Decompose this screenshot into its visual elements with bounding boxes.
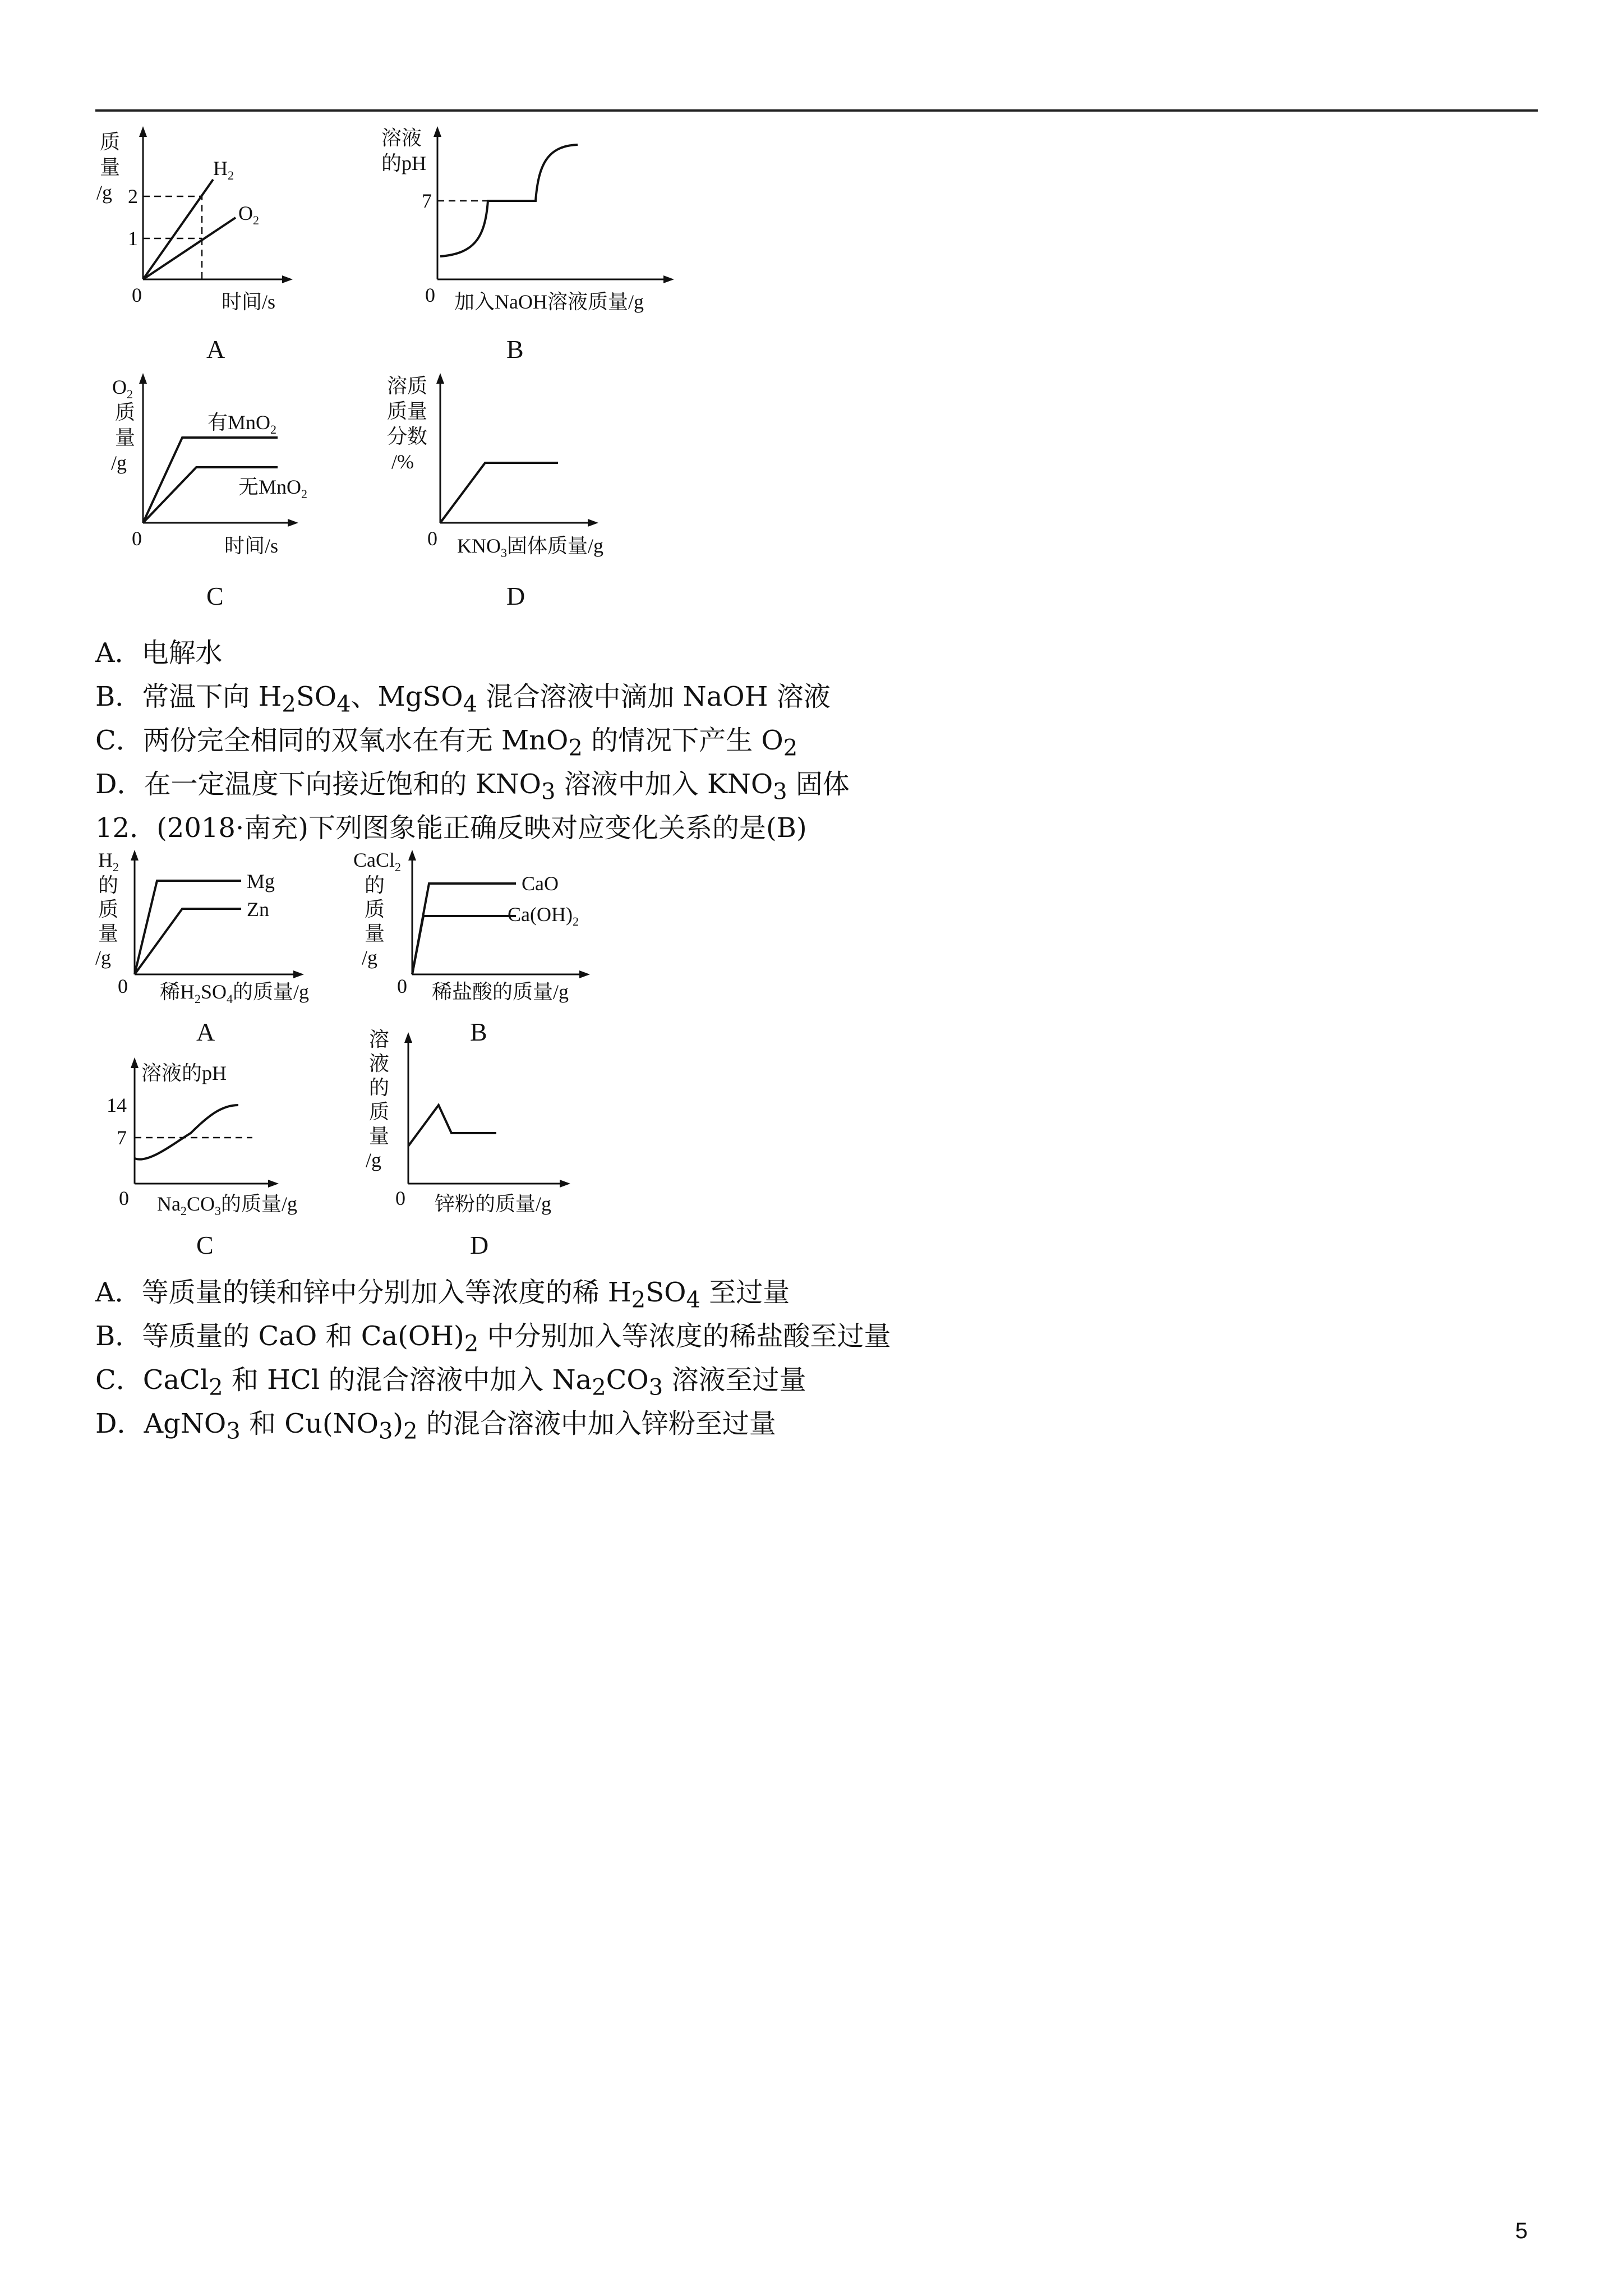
y-label-3: 质 <box>98 898 119 921</box>
zn-line <box>135 909 241 974</box>
q11-option-c: C．两份完全相同的双氧水在有无 MnO$_2$ 的情况下产生 $O_2$ <box>95 725 798 761</box>
y-label-1: 溶质 <box>387 375 428 397</box>
q11-option-b: B．常温下向 $H_2SO_4$、MgSO$_4$ 混合溶液中滴加 NaOH 溶液 <box>95 681 831 717</box>
series-h2-label: $H_2$ <box>213 157 234 182</box>
figure-11-d <box>376 370 656 617</box>
tick-1: 1 <box>128 227 138 250</box>
figure-11-c <box>84 370 331 617</box>
y-label-5: 量 <box>369 1125 390 1147</box>
header-rule <box>95 109 1538 112</box>
figure-11-b <box>376 123 690 370</box>
x-label: 时间/s <box>222 291 276 313</box>
y-label-3: 量 <box>115 426 136 449</box>
y-label-1: CaCl$_2$ <box>353 849 402 874</box>
y-label-2: 的pH <box>381 152 426 174</box>
y-label-2: 的 <box>365 874 385 896</box>
origin-label: 0 <box>132 284 142 306</box>
figure-caption: D <box>506 582 525 610</box>
series-zn-label: Zn <box>247 898 269 921</box>
tick-7: 7 <box>422 190 432 212</box>
y-label-4: /% <box>391 450 414 473</box>
figure-12-d <box>348 1029 617 1262</box>
x-label: $KNO_3$固体质量/g <box>457 535 604 560</box>
origin-label: 0 <box>132 527 142 550</box>
series-caoh2-label: $Ca(OH)_2$ <box>508 903 579 928</box>
series-o2-label: $O_2$ <box>238 202 259 227</box>
cao-line <box>412 884 516 974</box>
y-label-3: 分数 <box>387 425 428 448</box>
q12-stem: 12．(2018·南充)下列图象能正确反映对应变化关系的是(B) <box>95 812 807 844</box>
tick-2: 2 <box>128 185 138 208</box>
mg-line <box>135 881 241 974</box>
y-label-1: $H_2$ <box>98 849 119 874</box>
figure-caption: C <box>196 1231 214 1259</box>
q11-option-d: D．在一定温度下向接近饱和的 $KNO_3$ 溶液中加入 $KNO_3$ 固体 <box>95 769 850 805</box>
y-label-1: 质 <box>100 131 121 153</box>
figure-caption: B <box>506 335 524 364</box>
y-label: 溶液的pH <box>141 1062 227 1084</box>
y-label-3: 质 <box>365 898 385 921</box>
tick-7: 7 <box>117 1126 127 1149</box>
y-label-2: 质 <box>115 401 136 424</box>
q11-option-a: A．电解水 <box>95 637 223 669</box>
y-label-1: 溶液 <box>381 127 422 149</box>
x-label: 锌粉的质量/g <box>435 1193 552 1215</box>
y-label-4: 量 <box>98 922 119 945</box>
tick-14: 14 <box>107 1094 127 1116</box>
y-label-5: /g <box>95 946 112 969</box>
figure-12-b <box>348 850 617 1052</box>
q12-option-d: D．AgNO$_3$ 和 $Cu(NO_3)_2$ 的混合溶液中加入锌粉至过量 <box>95 1408 776 1444</box>
fraction-line <box>440 463 558 523</box>
q12-option-a: A．等质量的镁和锌中分别加入等浓度的稀 $H_2SO_4$ 至过量 <box>95 1277 790 1313</box>
y-label-3: 的 <box>369 1076 390 1099</box>
figure-caption: C <box>206 582 224 610</box>
origin-label: 0 <box>397 975 407 997</box>
q12-option-b: B．等质量的 CaO 和 $Ca(OH)_2$ 中分别加入等浓度的稀盐酸至过量 <box>95 1320 891 1357</box>
y-label-3: /g <box>96 181 113 204</box>
x-label: 稀$H_2SO_4$的质量/g <box>160 981 310 1006</box>
y-label-4: /g <box>111 452 127 474</box>
origin-label: 0 <box>427 527 437 550</box>
origin-label: 0 <box>119 1187 129 1209</box>
mass-line <box>408 1105 496 1146</box>
series-without-label: 无MnO$_2$ <box>238 476 308 501</box>
origin-label: 0 <box>395 1187 405 1209</box>
figure-12-a <box>95 850 331 1052</box>
page-number: 5 <box>1515 2219 1528 2243</box>
o2-line <box>143 218 236 279</box>
y-label-5: /g <box>362 946 378 969</box>
caoh2-line <box>412 916 516 974</box>
x-label: $Na_2CO_3$的质量/g <box>157 1193 298 1218</box>
figure-caption: B <box>470 1018 487 1046</box>
y-label-2: 质量 <box>387 400 428 422</box>
figure-12-c <box>95 1055 342 1262</box>
series-mg-label: Mg <box>247 870 275 892</box>
y-label-1: $O_2$ <box>112 376 133 401</box>
y-label-1: 溶 <box>369 1028 390 1051</box>
figure-caption: A <box>196 1018 215 1046</box>
y-label-4: 质 <box>369 1101 390 1123</box>
y-label-4: 量 <box>365 922 385 945</box>
x-label: 加入NaOH溶液质量/g <box>454 291 644 313</box>
y-label-2: 的 <box>98 874 119 896</box>
origin-label: 0 <box>425 284 435 306</box>
figure-caption: D <box>470 1231 489 1259</box>
figure-11-a <box>84 123 320 370</box>
figure-caption: A <box>206 335 225 364</box>
y-label-2: 液 <box>369 1052 390 1075</box>
x-label: 时间/s <box>224 535 279 557</box>
series-with-label: 有MnO$_2$ <box>208 411 277 436</box>
series-cao-label: CaO <box>522 872 559 895</box>
y-label-2: 量 <box>100 156 121 178</box>
y-label-6: /g <box>366 1149 382 1171</box>
ph-curve <box>135 1105 238 1159</box>
origin-label: 0 <box>118 975 128 997</box>
q12-option-c: C．CaCl$_2$ 和 HCl 的混合溶液中加入 $Na_2CO_3$ 溶液至过量 <box>95 1364 806 1401</box>
x-label: 稀盐酸的质量/g <box>432 981 569 1003</box>
